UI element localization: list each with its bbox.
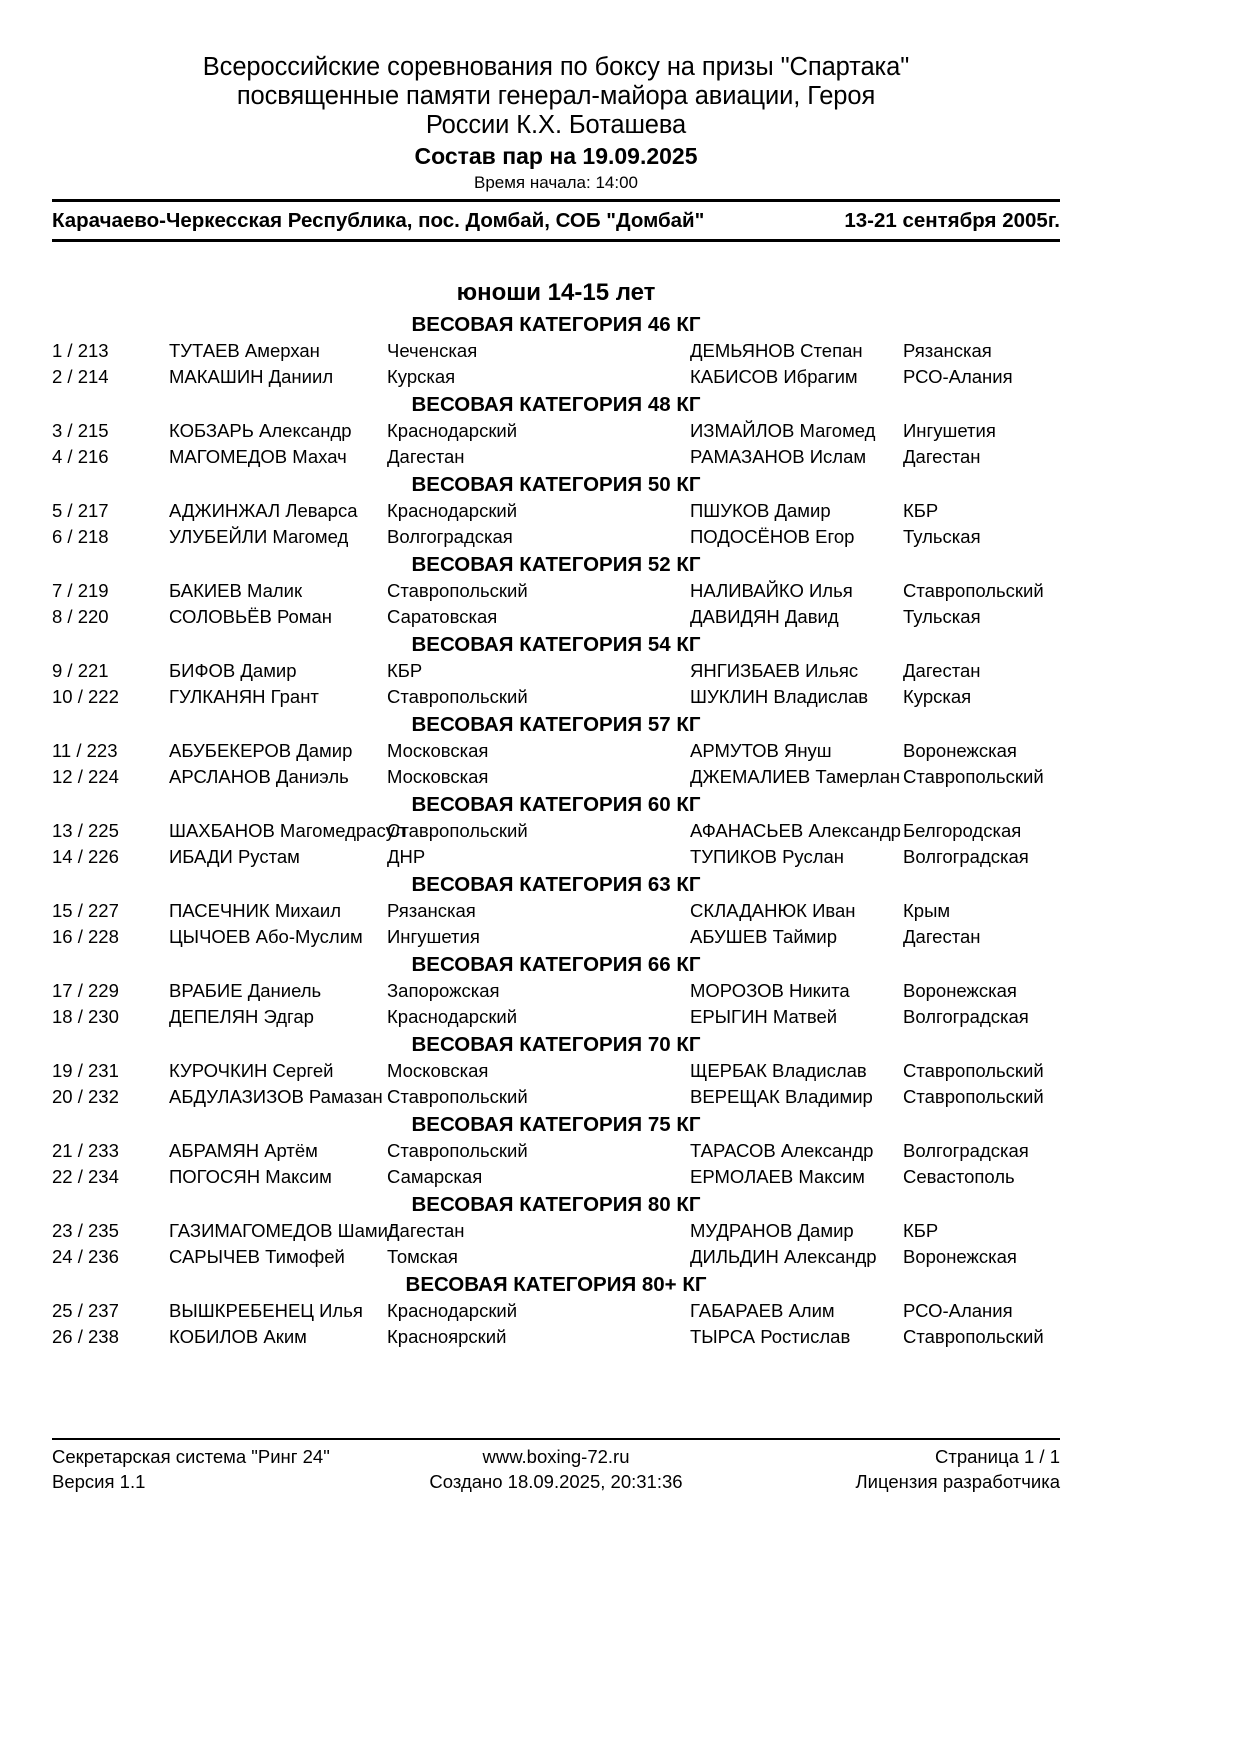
blue-corner-region: Воронежская [903, 740, 1017, 761]
red-corner-region: Дагестан [387, 1220, 465, 1241]
blue-corner-name: ДЖЕМАЛИЕВ Тамерлан [690, 765, 901, 787]
red-corner-name: МАГОМЕДОВ Махач [169, 445, 347, 467]
table-row[interactable] [52, 844, 1060, 870]
page-content [52, 0, 1060, 1349]
table-row[interactable] [52, 1324, 1060, 1350]
red-corner-name: КОБЗАРЬ Александр [169, 420, 352, 441]
age-group-title: юноши 14-15 лет [456, 279, 656, 306]
weight-class-title: ВЕСОВАЯ КАТЕГОРИЯ 80 КГ [411, 1193, 701, 1216]
red-corner-name: УЛУБЕЙЛИ Магомед [169, 525, 349, 547]
bout-number: 25 / 237 [52, 1300, 119, 1321]
blue-corner-name: ИЗМАЙЛОВ Магомед [690, 420, 876, 441]
table-row[interactable] [52, 818, 1060, 844]
table-row[interactable] [52, 1298, 1060, 1324]
blue-corner-name: ВЕРЕЩАК Владимир [690, 1085, 873, 1107]
bout-number: 23 / 235 [52, 1220, 119, 1241]
weight-class-title: ВЕСОВАЯ КАТЕГОРИЯ 66 КГ [411, 953, 701, 976]
table-row[interactable] [52, 684, 1060, 710]
red-corner-region: Дагестан [387, 445, 465, 467]
red-corner-name: ПАСЕЧНИК Михаил [169, 900, 342, 921]
blue-corner-region: РСО-Алания [903, 365, 1013, 387]
blue-corner-region: КБР [903, 500, 939, 521]
table-row[interactable] [52, 498, 1060, 524]
bout-number: 15 / 227 [52, 900, 119, 921]
document-footer [52, 1438, 1060, 1494]
blue-corner-name: ЕРМОЛАЕВ Максим [690, 1165, 865, 1187]
footer-version: Версия 1.1 [52, 1471, 146, 1492]
blue-corner-name: ТАРАСОВ Александр [690, 1140, 874, 1161]
red-corner-region: Краснодарский [387, 500, 518, 521]
table-row[interactable] [52, 578, 1060, 604]
venue-location: Карачаево-Черкесская Республика, пос. Домбай, СОБ "Домбай" [52, 209, 705, 232]
weight-class-title: ВЕСОВАЯ КАТЕГОРИЯ 70 КГ [411, 1033, 701, 1056]
blue-corner-name: АФАНАСЬЕВ Александр [690, 820, 901, 841]
table-row[interactable] [52, 658, 1060, 684]
blue-corner-region: Волгоградская [903, 845, 1029, 867]
blue-corner-name: ПОДОСЁНОВ Егор [690, 525, 855, 547]
red-corner-region: Курская [387, 365, 456, 387]
red-corner-region: Краснодарский [387, 1005, 518, 1027]
bout-number: 12 / 224 [52, 765, 119, 787]
bout-number: 17 / 229 [52, 980, 119, 1001]
table-row[interactable] [52, 924, 1060, 950]
weight-class-title: ВЕСОВАЯ КАТЕГОРИЯ 52 КГ [411, 553, 701, 576]
table-row[interactable] [52, 1084, 1060, 1110]
red-corner-region: Ставропольский [387, 1140, 528, 1161]
red-corner-region: Саратовская [387, 605, 498, 627]
red-corner-region: ДНР [387, 845, 426, 867]
red-corner-region: Ставропольский [387, 580, 528, 601]
bout-number: 8 / 220 [52, 605, 109, 627]
blue-corner-region: КБР [903, 1220, 939, 1241]
blue-corner-region: Дагестан [903, 925, 981, 947]
table-row[interactable] [52, 978, 1060, 1004]
bout-number: 18 / 230 [52, 1005, 119, 1027]
bouts-table [52, 818, 1060, 869]
bouts-table [52, 578, 1060, 629]
bout-number: 2 / 214 [52, 365, 109, 387]
bout-number: 20 / 232 [52, 1085, 119, 1107]
bout-number: 14 / 226 [52, 845, 119, 867]
weight-class-title: ВЕСОВАЯ КАТЕГОРИЯ 46 КГ [411, 313, 701, 336]
weight-class-title: ВЕСОВАЯ КАТЕГОРИЯ 57 КГ [411, 713, 701, 736]
red-corner-name: АБДУЛАЗИЗОВ Рамазан [169, 1085, 383, 1107]
table-row[interactable] [52, 1218, 1060, 1244]
weight-class-title: ВЕСОВАЯ КАТЕГОРИЯ 54 КГ [411, 633, 701, 656]
red-corner-name: АДЖИНЖАЛ Леварса [169, 500, 358, 521]
blue-corner-name: ДИЛЬДИН Александр [690, 1245, 877, 1267]
table-row[interactable] [52, 1058, 1060, 1084]
footer-website[interactable]: www.boxing-72.ru [482, 1446, 630, 1467]
bouts-table [52, 898, 1060, 949]
blue-corner-name: МУДРАНОВ Дамир [690, 1220, 854, 1241]
blue-corner-region: Дагестан [903, 660, 981, 681]
bouts-table [52, 1298, 1060, 1349]
bout-number: 4 / 216 [52, 445, 109, 467]
bouts-table [52, 418, 1060, 469]
red-corner-name: ВЫШКРЕБЕНЕЦ Илья [169, 1300, 363, 1321]
blue-corner-name: ШУКЛИН Владислав [690, 685, 869, 707]
red-corner-name: ЦЫЧОЕВ Або-Муслим [169, 925, 363, 947]
weight-class-title: ВЕСОВАЯ КАТЕГОРИЯ 48 КГ [411, 393, 701, 416]
table-row[interactable] [52, 524, 1060, 550]
pairings-date-subtitle: Состав пар на 19.09.2025 [414, 143, 698, 169]
header-divider-bottom [52, 239, 1060, 242]
red-corner-region: Московская [387, 765, 489, 787]
bout-number: 19 / 231 [52, 1060, 119, 1081]
footer-divider [52, 1438, 1060, 1440]
table-row[interactable] [52, 338, 1060, 364]
table-row[interactable] [52, 418, 1060, 444]
red-corner-region: Ставропольский [387, 685, 528, 707]
blue-corner-region: Крым [903, 900, 951, 921]
bout-number: 10 / 222 [52, 685, 119, 707]
red-corner-name: САРЫЧЕВ Тимофей [169, 1245, 345, 1267]
footer-row-1 [52, 1444, 1060, 1469]
blue-corner-name: АРМУТОВ Януш [690, 740, 832, 761]
bout-number: 24 / 236 [52, 1245, 119, 1267]
red-corner-region: Ингушетия [387, 925, 480, 947]
blue-corner-name: ДАВИДЯН Давид [690, 605, 839, 627]
blue-corner-region: Волгоградская [903, 1140, 1029, 1161]
blue-corner-name: ТЫРСА Ростислав [690, 1325, 851, 1347]
blue-corner-region: Дагестан [903, 445, 981, 467]
bouts-table [52, 498, 1060, 549]
table-row[interactable] [52, 1138, 1060, 1164]
blue-corner-name: ГАБАРАЕВ Алим [690, 1300, 835, 1321]
bouts-table [52, 658, 1060, 709]
blue-corner-name: ПШУКОВ Дамир [690, 500, 831, 521]
footer-page-number: Страница 1 / 1 [935, 1446, 1060, 1467]
blue-corner-region: Воронежская [903, 1245, 1017, 1267]
bouts-table [52, 338, 1060, 389]
weight-class-title: ВЕСОВАЯ КАТЕГОРИЯ 60 КГ [411, 793, 701, 816]
red-corner-region: Краснодарский [387, 1300, 518, 1321]
red-corner-region: Запорожская [387, 980, 500, 1001]
bout-number: 5 / 217 [52, 500, 109, 521]
table-row[interactable] [52, 364, 1060, 390]
red-corner-name: ВРАБИЕ Даниель [169, 980, 322, 1001]
red-corner-name: КУРОЧКИН Сергей [169, 1060, 334, 1081]
document-header [52, 53, 1060, 193]
red-corner-region: Самарская [387, 1165, 483, 1187]
competition-title-line-1: Всероссийские соревнования по боксу на призы "Спартака" [202, 53, 910, 81]
blue-corner-name: ТУПИКОВ Руслан [690, 845, 845, 867]
footer-license: Лицензия разработчика [855, 1471, 1060, 1492]
table-row[interactable] [52, 1164, 1060, 1190]
bout-number: 22 / 234 [52, 1165, 119, 1187]
blue-corner-region: Севастополь [903, 1165, 1015, 1187]
weight-classes-list [52, 309, 1060, 1349]
red-corner-name: ИБАДИ Рустам [169, 845, 300, 867]
bouts-table [52, 1218, 1060, 1269]
venue-bar [52, 202, 1060, 239]
red-corner-name: КОБИЛОВ Аким [169, 1325, 307, 1347]
blue-corner-region: Ставропольский [903, 1060, 1044, 1081]
blue-corner-name: ЯНГИЗБАЕВ Ильяс [690, 660, 859, 681]
bout-number: 7 / 219 [52, 580, 109, 601]
weight-class-title: ВЕСОВАЯ КАТЕГОРИЯ 80+ КГ [405, 1273, 707, 1296]
red-corner-region: Ставропольский [387, 820, 528, 841]
red-corner-name: ДЕПЕЛЯН Эдгар [169, 1005, 314, 1027]
table-row[interactable] [52, 764, 1060, 790]
blue-corner-name: СКЛАДАНЮК Иван [690, 900, 856, 921]
red-corner-region: КБР [387, 660, 423, 681]
blue-corner-name: АБУШЕВ Таймир [690, 925, 838, 947]
bout-number: 9 / 221 [52, 660, 109, 681]
start-time-label: Время начала: 14:00 [473, 173, 638, 192]
blue-corner-region: РСО-Алания [903, 1300, 1013, 1321]
red-corner-name: БИФОВ Дамир [169, 660, 297, 681]
blue-corner-region: Ставропольский [903, 1085, 1044, 1107]
red-corner-name: ГАЗИМАГОМЕДОВ Шамил [169, 1220, 399, 1241]
red-corner-name: ШАХБАНОВ Магомедрасул [169, 820, 406, 841]
bout-number: 6 / 218 [52, 525, 109, 547]
blue-corner-name: НАЛИВАЙКО Илья [690, 580, 853, 601]
table-row[interactable] [52, 1244, 1060, 1270]
red-corner-name: БАКИЕВ Малик [169, 580, 303, 601]
blue-corner-region: Рязанская [903, 340, 992, 361]
bouts-table [52, 978, 1060, 1029]
table-row[interactable] [52, 898, 1060, 924]
footer-software-name: Секретарская система "Ринг 24" [52, 1446, 330, 1467]
weight-class-title: ВЕСОВАЯ КАТЕГОРИЯ 75 КГ [411, 1113, 701, 1136]
blue-corner-name: КАБИСОВ Ибрагим [690, 365, 858, 387]
bout-number: 11 / 223 [52, 740, 118, 761]
bouts-table [52, 738, 1060, 789]
blue-corner-region: Тульская [903, 525, 981, 547]
red-corner-name: МАКАШИН Даниил [169, 365, 334, 387]
bouts-table [52, 1138, 1060, 1189]
table-row[interactable] [52, 444, 1060, 470]
red-corner-region: Московская [387, 740, 489, 761]
weight-class-title: ВЕСОВАЯ КАТЕГОРИЯ 50 КГ [411, 473, 701, 496]
blue-corner-region: Ингушетия [903, 420, 996, 441]
blue-corner-region: Белгородская [903, 820, 1022, 841]
red-corner-name: ГУЛКАНЯН Грант [169, 685, 319, 707]
red-corner-region: Ставропольский [387, 1085, 528, 1107]
blue-corner-region: Ставропольский [903, 765, 1044, 787]
bout-number: 21 / 233 [52, 1140, 119, 1161]
event-dates: 13-21 сентября 2005г. [844, 209, 1060, 232]
blue-corner-region: Ставропольский [903, 580, 1044, 601]
table-row[interactable] [52, 604, 1060, 630]
weight-class-title: ВЕСОВАЯ КАТЕГОРИЯ 63 КГ [411, 873, 701, 896]
red-corner-region: Красноярский [387, 1325, 507, 1347]
footer-generated-timestamp: Создано 18.09.2025, 20:31:36 [429, 1471, 683, 1492]
red-corner-region: Московская [387, 1060, 489, 1081]
red-corner-name: ТУТАЕВ Амерхан [169, 340, 320, 361]
blue-corner-name: РАМАЗАНОВ Ислам [690, 445, 867, 467]
bouts-table [52, 1058, 1060, 1109]
bout-number: 3 / 215 [52, 420, 109, 441]
blue-corner-region: Воронежская [903, 980, 1017, 1001]
red-corner-name: АБУБЕКЕРОВ Дамир [169, 740, 353, 761]
blue-corner-name: ЩЕРБАК Владислав [690, 1060, 867, 1081]
bout-number: 26 / 238 [52, 1325, 119, 1347]
bout-number: 13 / 225 [52, 820, 119, 841]
blue-corner-name: ДЕМЬЯНОВ Степан [690, 340, 863, 361]
competition-title-line-2: посвященные памяти генерал-майора авиации, Героя [236, 82, 876, 110]
footer-row-2 [52, 1469, 1060, 1494]
red-corner-name: АРСЛАНОВ Даниэль [169, 765, 349, 787]
blue-corner-name: ЕРЫГИН Матвей [690, 1005, 838, 1027]
competition-title-line-3: России К.Х. Боташева [425, 111, 687, 139]
red-corner-region: Волгоградская [387, 525, 513, 547]
blue-corner-region: Ставропольский [903, 1325, 1044, 1347]
bout-number: 1 / 213 [52, 340, 109, 361]
red-corner-name: ПОГОСЯН Максим [169, 1165, 332, 1187]
red-corner-region: Краснодарский [387, 420, 518, 441]
red-corner-name: АБРАМЯН Артём [169, 1140, 318, 1161]
red-corner-region: Томская [387, 1245, 458, 1267]
table-row[interactable] [52, 1004, 1060, 1030]
red-corner-region: Рязанская [387, 900, 476, 921]
table-row[interactable] [52, 738, 1060, 764]
blue-corner-region: Волгоградская [903, 1005, 1029, 1027]
blue-corner-name: МОРОЗОВ Никита [690, 980, 850, 1001]
red-corner-name: СОЛОВЬЁВ Роман [169, 605, 333, 627]
blue-corner-region: Тульская [903, 605, 981, 627]
blue-corner-region: Курская [903, 685, 972, 707]
red-corner-region: Чеченская [387, 340, 478, 361]
bout-number: 16 / 228 [52, 925, 119, 947]
